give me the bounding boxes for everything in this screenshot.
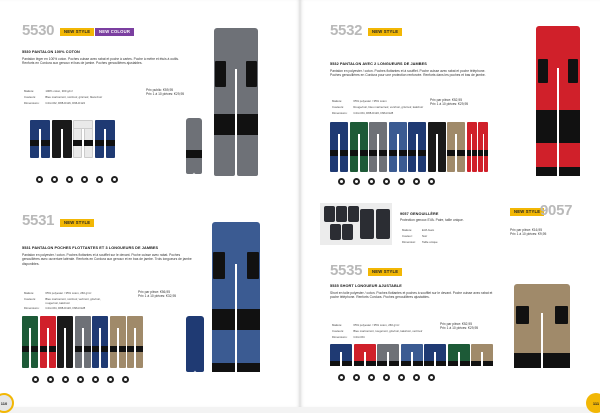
specs-5530: [22, 88, 108, 107]
product-number-5532: 5532: [330, 22, 363, 39]
feature-icon: [338, 374, 345, 381]
spec-label: Couleurs:: [24, 94, 36, 99]
specs-5531: [22, 290, 117, 313]
spec-label: Couleurs:: [332, 104, 344, 109]
spec-value: Rouge/noir, bleu marine/noir, vert/noir, gris/noir, kaki/noir: [353, 104, 424, 109]
feature-icon: [111, 176, 118, 183]
kneepad: [348, 206, 359, 222]
short-thumb-red: [354, 344, 376, 366]
right-page: [300, 0, 600, 407]
specs-9057: [400, 227, 444, 246]
spec-value: 65% polyester / 35% coton, 260 g/m²: [45, 291, 92, 295]
pant-thumb-black: [57, 316, 73, 368]
product-number-5535: 5535: [330, 262, 363, 279]
price-line: Prix 1 à 10 pièces: €29,95: [430, 102, 469, 107]
spec-value: C44-C64, D88-D120, D96-D128: [353, 110, 394, 115]
product-photo-9057: [320, 203, 392, 245]
pant-thumb-white: [73, 120, 93, 158]
pant-thumb-navy: [30, 120, 50, 158]
product-title-9057: 9057 GENOUILLÈRE: [400, 212, 439, 216]
feature-icons-5530: [36, 176, 118, 183]
spec-value: 100% coton, 300 g/m²: [45, 89, 73, 93]
feature-icon: [338, 178, 345, 185]
spec-value: Bleu marine/noir, rouge/noir, gris/noir, kaki/noir, vert/noir: [353, 328, 423, 333]
pant-thumb-navy: [92, 316, 108, 368]
price-5531: [138, 290, 176, 299]
short-thumb-navy: [330, 344, 352, 366]
product-title-5532: 5532 PANTALON AVEC 2 LONGUEURS DE JAMBES: [330, 62, 427, 66]
product-desc-5531: Pantalon en polyester / coton. Poches flottantes et à soufflet sur le devant. Poche cuisse avec rabat. Poches genouillères avec ouverture latérale. Renforts en Cordura aux genoux et en bas de jambe. Trois longueurs de jambe disponibles.: [22, 253, 192, 266]
short-thumb-denim: [401, 344, 423, 366]
price-5530: [146, 88, 184, 97]
new-style-badge: NEW STYLE: [60, 28, 94, 36]
feature-icon: [383, 374, 390, 381]
spec-label: Matière:: [24, 89, 35, 93]
short-thumb-grey: [377, 344, 399, 366]
product-photo-5530: [214, 28, 258, 176]
spec-value: C44-C64: [353, 334, 365, 339]
pant-thumb-grey: [75, 316, 91, 368]
spec-label: Couleur:: [402, 233, 413, 238]
pant-thumb-black: [428, 122, 446, 172]
short-thumb-khaki: [471, 344, 493, 366]
price-line: Prix public: €59,95: [146, 88, 174, 92]
pant-thumb-denim: [389, 122, 407, 172]
price-line: Prix 1 à 10 pièces: €29,95: [146, 92, 185, 97]
kneepad: [336, 206, 347, 222]
product-photo-5531-back: [186, 316, 204, 372]
specs-5532: [330, 98, 429, 117]
product-desc-9057: Protection genoux EVA. Paire, taille unique.: [400, 218, 464, 222]
feature-icon: [368, 178, 375, 185]
price-5535: [440, 322, 478, 331]
product-title-5531: 5531 PANTALON POCHES FLOTTANTES ET 3 LONGUEURS DE JAMBES: [22, 246, 159, 250]
pant-thumb-black: [52, 120, 72, 158]
feature-icon: [383, 178, 390, 185]
feature-icon: [428, 178, 435, 185]
pant-thumb-green: [22, 316, 38, 368]
feature-icon: [413, 374, 420, 381]
spec-value: Bleu marine/noir, noir/noir, gris/noir, blanc/noir: [45, 94, 103, 99]
spec-label: Matière:: [332, 323, 343, 327]
specs-5535: [330, 322, 428, 341]
spec-label: Dimensions:: [332, 334, 348, 339]
spec-value: C44-C62, D88-D116, D96-D124: [45, 100, 85, 105]
spec-label: Matière:: [402, 228, 413, 232]
pant-thumb-green: [350, 122, 368, 172]
product-number-9057: 9057: [540, 202, 573, 219]
color-thumbs-5532: [330, 122, 488, 172]
new-style-badge: NEW STYLE: [368, 268, 402, 276]
spec-label: Dimensions:: [24, 100, 40, 105]
new-style-badge: NEW STYLE: [60, 219, 94, 227]
spec-label: Matière:: [24, 291, 35, 295]
new-colour-badge: NEW COLOUR: [95, 28, 134, 36]
pant-thumb-red-side: [478, 122, 488, 172]
spec-label: Dimension:: [402, 239, 416, 244]
product-photo-5530-back: [186, 118, 202, 174]
kneepad: [330, 224, 341, 240]
feature-icon: [32, 376, 39, 383]
spec-value: 65% polyester / 35% coton: [353, 99, 387, 103]
new-style-badge: NEW STYLE: [368, 28, 402, 36]
spec-label: Couleurs:: [332, 328, 344, 333]
price-line: Prix 1 à 10 pièces: €29,95: [440, 326, 479, 331]
feature-icon: [92, 376, 99, 383]
product-title-5535: 5535 SHORT LONGUEUR AJUSTABLE: [330, 284, 402, 288]
feature-icons-5532: [338, 178, 435, 185]
page-number-text: 110: [0, 400, 8, 406]
spec-label: Matière:: [332, 99, 343, 103]
feature-icon: [428, 374, 435, 381]
price-line: Prix par pièce: €52,95: [430, 98, 463, 102]
kneepad: [376, 209, 390, 239]
product-title-5530: 5530 PANTALON 100% COTON: [22, 50, 80, 54]
feature-icons-5535: [338, 374, 435, 381]
page-number-right: [586, 393, 600, 413]
product-photo-5532: [536, 26, 580, 176]
kneepad: [324, 206, 335, 222]
feature-icon: [47, 376, 54, 383]
left-page: [0, 0, 300, 407]
spec-value: Noir: [422, 233, 428, 238]
kneepad: [342, 224, 353, 240]
feature-icon: [368, 374, 375, 381]
color-thumbs-5535: [330, 344, 493, 366]
pant-thumb-navy: [330, 122, 348, 172]
spec-value: 65% polyester / 35% coton, 260 g/m²: [353, 323, 400, 327]
feature-icon: [398, 374, 405, 381]
pant-thumb-khaki-2: [127, 316, 143, 368]
price-9057: [510, 228, 546, 237]
page-number-text: 111: [592, 400, 600, 406]
feature-icon: [413, 178, 420, 185]
spec-value: Taille unique: [422, 239, 438, 244]
price-line: Prix par pièce: €56,95: [138, 290, 171, 294]
price-line: Prix 1 à 10 pièces: €32,95: [138, 294, 177, 299]
product-desc-5532: Pantalon en polyester / coton. Poches flottantes et à soufflet. Poche cuisse avec rabat et poche téléphone. Poches genouillères en Cordura pour une protection renforcée. Renforts dans les poches et bas de jambe.: [330, 69, 486, 78]
kneepad: [360, 209, 374, 239]
feature-icon: [77, 376, 84, 383]
pant-thumb-red-back: [467, 122, 477, 172]
feature-icon: [107, 376, 114, 383]
feature-icon: [36, 176, 43, 183]
product-photo-5531: [212, 222, 260, 372]
price-5532: [430, 98, 468, 107]
color-thumbs-5530: [30, 120, 115, 158]
product-desc-5535: Short en toile polyester / coton. Poches flottantes et poches à soufflet sur le devant. Poche cuisse avec rabat et poche téléphone. Renforts Cordura. Poches genouillères ajustables.: [330, 291, 493, 300]
product-desc-5530: Pantalon léger en 100% coton. Poches cuisse avec rabat et poche à cartes. Poche à mètre et étuis à outils. Renforts en Cordura aux genoux et bas de jambe. Poches genouillères ajustables.: [22, 57, 179, 66]
feature-icon: [96, 176, 103, 183]
pant-thumb-navy-2: [408, 122, 426, 172]
spec-value: EVA foam: [422, 228, 435, 232]
price-line: Prix 1 à 10 pièces: €9,95: [510, 232, 547, 237]
feature-icon: [353, 178, 360, 185]
feature-icon: [122, 376, 129, 383]
pant-thumb-navy-2: [95, 120, 115, 158]
pant-thumb-khaki: [447, 122, 465, 172]
feature-icon: [353, 374, 360, 381]
feature-icons-5531: [32, 376, 129, 383]
product-number-5531: 5531: [22, 212, 55, 229]
short-thumb-navy-2: [424, 344, 446, 366]
price-line: Prix par pièce: €52,95: [440, 322, 473, 326]
spec-label: Dimensions:: [332, 110, 348, 115]
feature-icon: [81, 176, 88, 183]
color-thumbs-5531: [22, 316, 143, 368]
price-line: Prix par pièce: €16,95: [510, 228, 543, 232]
pant-thumb-red: [40, 316, 56, 368]
product-number-5530: 5530: [22, 22, 55, 39]
pant-thumb-grey: [369, 122, 387, 172]
product-photo-5535: [514, 284, 570, 368]
feature-icon: [62, 376, 69, 383]
page-number-left: [0, 393, 14, 413]
feature-icon: [66, 176, 73, 183]
spec-value: Bleu marine/noir, noir/noir, vert/noir, gris/noir, rouge/noir, kaki/noir: [45, 296, 101, 305]
spec-label: Couleurs:: [24, 296, 36, 301]
pant-thumb-khaki: [110, 316, 126, 368]
feature-icon: [398, 178, 405, 185]
new-style-badge: NEW STYLE: [510, 208, 544, 216]
spec-label: Dimensions:: [24, 306, 40, 311]
spec-value: C44-C64, D88-D120, D96-D128: [45, 306, 86, 311]
feature-icon: [51, 176, 58, 183]
short-thumb-green: [448, 344, 470, 366]
